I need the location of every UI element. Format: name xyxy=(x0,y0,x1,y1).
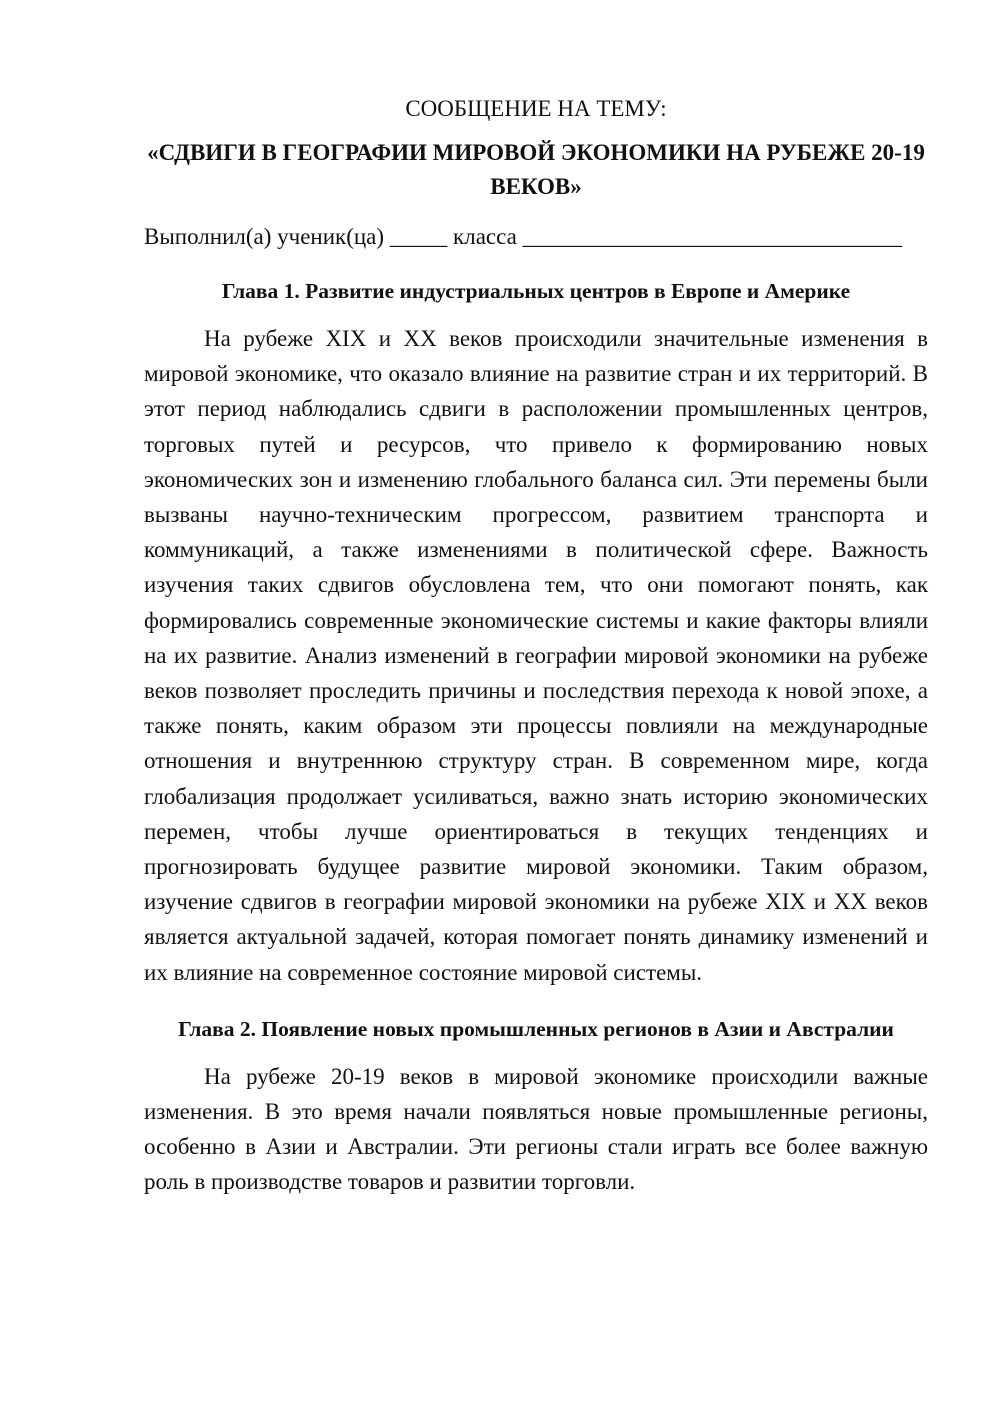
chapter-1-title: Глава 1. Развитие индустриальных центров в Европе и Америке xyxy=(221,279,851,303)
report-title: «СДВИГИ В ГЕОГРАФИИ МИРОВОЙ ЭКОНОМИКИ НА РУБЕЖЕ 20-19 ВЕКОВ» xyxy=(147,140,925,199)
chapter-1-paragraph: На рубеже XIX и XX веков происходили значительные изменения в мировой экономике, что оказало влияние на развитие стран и их территорий. В этот период наблюдались сдвиги в расположении промышленных центров, торговых путей и ресурсов, что привело к формированию новых экономических зон и изменению глобального баланса сил. Эти перемены были вызваны научно-техническим прогрессом, развитием транспорта и коммуникаций, а также изменениями в политической сфере. Важность изучения таких сдвигов обусловлена тем, что они помогают понять, как формировались современные экономические системы и какие факторы влияли на их развитие. Анализ изменений в географии мировой экономики на рубеже веков позволяет проследить причины и последствия перехода к новой эпохе, а также понять, каким образом эти процессы повлияли на международные отношения и внутреннюю структуру стран. В современном мире, когда глобализация продолжает усиливаться, важно знать историю экономических перемен, чтобы лучше ориентироваться в текущих тенденциях и прогнозировать будущее развитие мировой экономики. Таким образом, изучение сдвигов в географии мировой экономики на рубеже XIX и XX веков является актуальной задачей, которая помогает понять динамику изменений и их влияние на современное состояние мировой системы. xyxy=(144,326,928,985)
chapter-2-title: Глава 2. Появление новых промышленных регионов в Азии и Австралии xyxy=(178,1016,894,1041)
report-header: СООБЩЕНИЕ НА ТЕМУ: xyxy=(405,96,667,121)
document-body xyxy=(144,92,928,1200)
student-info-line: Выполнил(а) ученик(ца) _____ класса _________________________________ xyxy=(144,224,903,249)
chapter-2-paragraph: На рубеже 20-19 веков в мировой экономике происходили важные изменения. В это время начали появляться новые промышленные регионы, особенно в Азии и Австралии. Эти регионы стали играть все более важную роль в производстве товаров и развитии торговли. xyxy=(144,1063,928,1195)
